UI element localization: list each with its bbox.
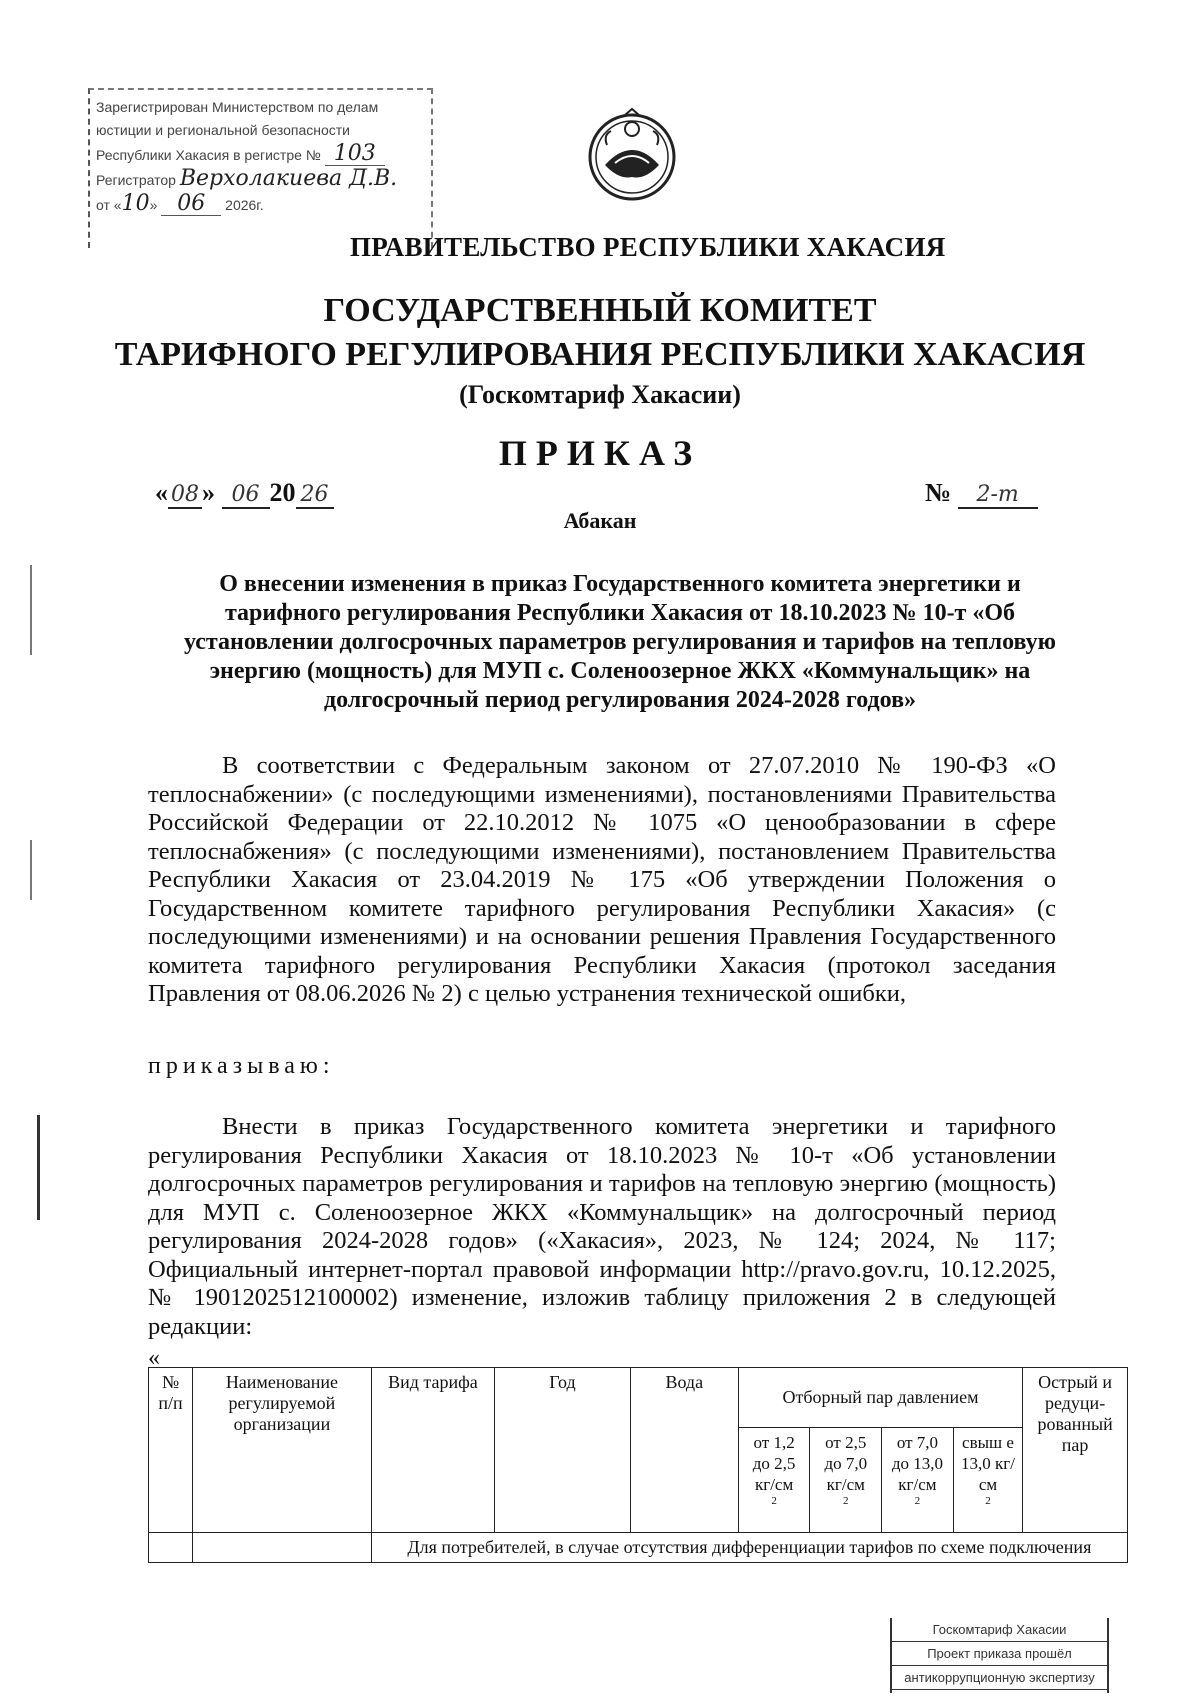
order-month: 06 <box>222 482 270 509</box>
steam-sub-2-sup: 2 <box>843 1495 849 1507</box>
reg-number: 103 <box>325 142 385 166</box>
order-day: 08 <box>168 482 202 509</box>
ac-stamp-line3: антикоррупционную экспертизу <box>892 1666 1107 1690</box>
row1-num <box>149 1533 193 1563</box>
reg-stamp-line3 <box>96 142 431 167</box>
document-type: ПРИКАЗ <box>498 433 702 473</box>
reg-date-day: 10 <box>121 191 150 216</box>
table-header-row <box>149 1368 1128 1428</box>
scan-margin-mark <box>30 565 32 655</box>
header-sharp-steam: Острый и редуци-рованный пар <box>1023 1368 1128 1533</box>
order-number: 2-т <box>958 482 1038 509</box>
committee-name-line2: ТАРИФНОГО РЕГУЛИРОВАНИЯ РЕСПУБЛИКИ ХАКАСИЯ <box>114 336 1086 373</box>
scan-margin-mark <box>37 1115 40 1220</box>
ac-stamp-line1: Госкомтариф Хакасии <box>892 1618 1107 1642</box>
committee-name-line1: ГОСУДАРСТВЕННЫЙ КОМИТЕТ <box>323 292 877 329</box>
tariff-table <box>148 1367 1128 1563</box>
date-close-quote: » <box>202 478 215 507</box>
header-tariff-type: Вид тарифа <box>371 1368 494 1533</box>
steam-sub-3-text: от 7,0 до 13,0 кг/см <box>891 1433 943 1494</box>
order-number-line <box>925 478 1038 509</box>
steam-sub-1-sup: 2 <box>771 1495 777 1507</box>
steam-sub-1-text: от 1,2 до 2,5 кг/см <box>752 1433 796 1494</box>
reg-date-prefix: от « <box>96 197 122 213</box>
steam-sub-4-sup: 2 <box>985 1495 991 1507</box>
header-org: Наименование регулируемой организации <box>193 1368 372 1533</box>
registrar-name: Верхолакиева Д.В. <box>179 166 398 191</box>
reg-stamp-registrar <box>96 167 431 192</box>
reg-date-sep: » <box>149 197 158 213</box>
date-open-quote: « <box>155 478 168 507</box>
order-title: О внесении изменения в приказ Государственного комитета энергетики и тарифного регулирования Республики Хакасия от 18.10.2023 № 10-т «Об установлении долгосрочных параметров регулирования и тарифов на тепловую энергию (мощность) для МУП с. Соленоозерное ЖКХ «Коммунальщик» на долгосрочный период регулирования 2024-2028 годов» <box>184 571 1056 713</box>
header-water: Вода <box>630 1368 738 1533</box>
reg-date-year: 2026г. <box>225 197 264 213</box>
header-steam: Отборный пар давлением <box>738 1368 1022 1428</box>
steam-sub-3 <box>882 1428 954 1533</box>
steam-sub-2-text: от 2,5 до 7,0 кг/см <box>824 1433 868 1494</box>
reg-stamp-line1: Зарегистрирован Министерством по делам <box>96 99 379 115</box>
reg-stamp-date <box>96 192 431 217</box>
order-year-prefix: 20 <box>269 478 296 507</box>
order-word: приказываю: <box>148 1053 335 1079</box>
steam-sub-3-sup: 2 <box>914 1495 921 1507</box>
amendment-paragraph: Внести в приказ Государственного комитета энергетики и тарифного регулирования Республики Хакасия от 18.10.2023 № 10-т «Об установлении долгосрочных параметров регулирования и тарифов на тепловую энергию (мощность) для МУП с. Соленоозерное ЖКХ «Коммунальщик» на долгосрочный период регулирования 2024-2028 годов» («Хакасия», 2023, № 124; 2024, № 117; Официальный интернет-портал правовой информации http://pravo.gov.ru, 10.12.2025, № 1901202512100002) изменение, изложив таблицу приложения 2 в следующей редакции: <box>148 1113 1056 1340</box>
government-name: ПРАВИТЕЛЬСТВО РЕСПУБЛИКИ ХАКАСИЯ <box>350 232 946 262</box>
order-year-suffix: 26 <box>296 482 334 509</box>
steam-sub-4-text: свыш е 13,0 кг/см <box>960 1433 1015 1494</box>
order-date <box>155 478 334 509</box>
reg-date-month: 06 <box>161 192 221 216</box>
order-number-label: № <box>925 478 952 507</box>
quote-open-mark: « <box>148 1345 160 1371</box>
steam-sub-1 <box>738 1428 810 1533</box>
order-city: Абакан <box>563 508 637 533</box>
coat-of-arms-emblem <box>585 105 680 205</box>
row1-consumer-note: Для потребителей, в случае отсутствия дифференциации тарифов по схеме подключения <box>371 1533 1127 1563</box>
preamble-paragraph: В соответствии с Федеральным законом от 27.07.2010 № 190-ФЗ «О теплоснабжении» (с последующими изменениями), постановлениями Правительства Российской Федерации от 22.10.2012 № 1075 «О ценообразовании в сфере теплоснабжения» (с последующими изменениями), постановлением Правительства Республики Хакасия от 23.04.2019 № 175 «Об утверждении Положения о Государственном комитете тарифного регулирования Республики Хакасия» (с последующими изменениями) и на основании решения Правления Государственного комитета тарифного регулирования Республики Хакасия (протокол заседания Правления от 08.06.2026 № 2) с целью устранения технической ошибки, <box>148 752 1056 1007</box>
committee-short-name: (Госкомтариф Хакасии) <box>459 380 741 409</box>
header-year: Год <box>495 1368 631 1533</box>
ac-stamp-line2: Проект приказа прошёл <box>892 1642 1107 1666</box>
row1-org <box>193 1533 372 1563</box>
reg-stamp-line3-prefix: Республики Хакасия в регистре № <box>96 147 321 163</box>
scan-margin-mark <box>30 840 32 900</box>
steam-sub-2 <box>810 1428 882 1533</box>
steam-sub-4 <box>953 1428 1022 1533</box>
anticorruption-stamp <box>890 1618 1109 1693</box>
reg-stamp-line2: юстиции и региональной безопасности <box>96 122 350 138</box>
registration-stamp <box>88 88 433 248</box>
table-row <box>149 1533 1128 1563</box>
registrar-label: Регистратор <box>96 172 176 188</box>
header-num: № п/п <box>149 1368 193 1533</box>
